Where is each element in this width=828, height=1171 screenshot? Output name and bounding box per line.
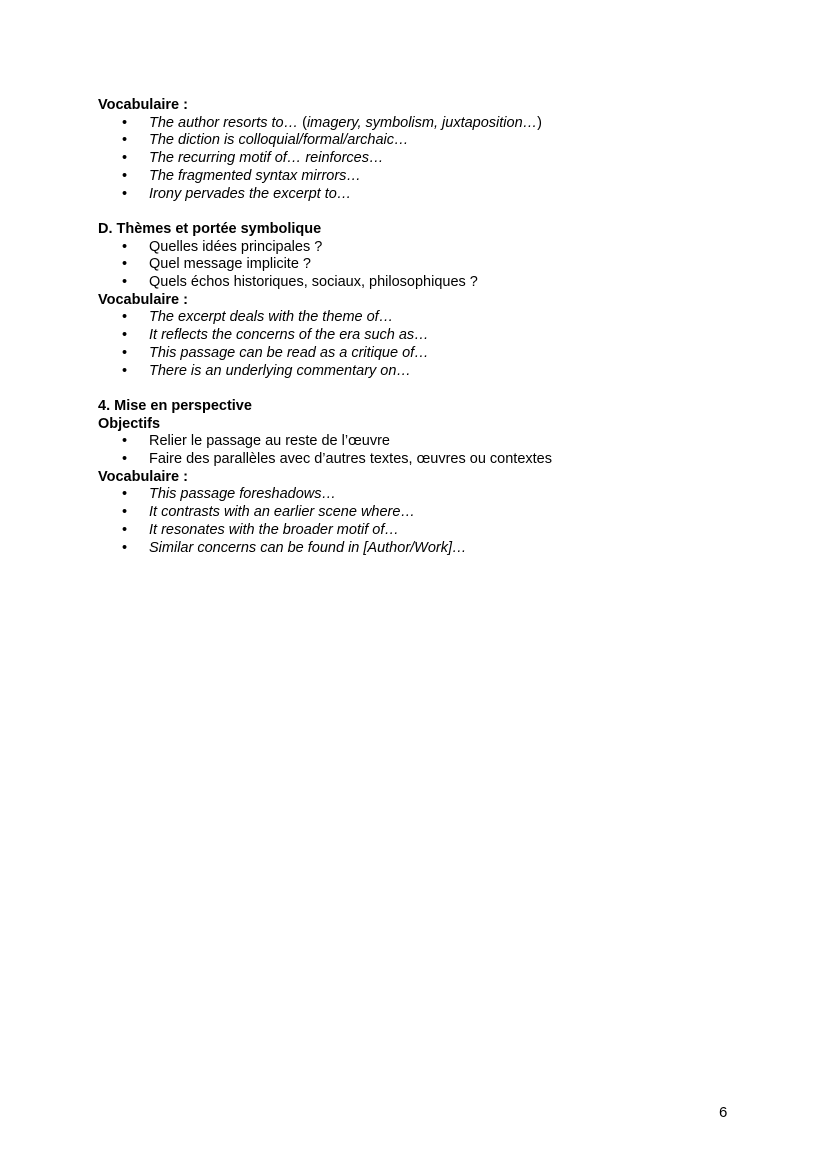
- section-heading-4: 4. Mise en perspective: [98, 397, 252, 414]
- document-body: [98, 97, 778, 557]
- list-item: • It contrasts with an earlier scene where…: [98, 504, 778, 522]
- section-heading-d: D. Thèmes et portée symbolique: [98, 220, 322, 237]
- vocabulary-heading: Vocabulaire :: [98, 97, 188, 113]
- list-item: • The excerpt deals with the theme of…: [98, 309, 778, 327]
- list-item: • Quels échos historiques, sociaux, philosophiques ?: [98, 274, 778, 292]
- list-item: • The fragmented syntax mirrors…: [98, 168, 778, 186]
- vocabulary-list: [98, 486, 778, 557]
- spacer: [98, 203, 778, 221]
- list-item: • Faire des parallèles avec d’autres textes, œuvres ou contextes: [98, 451, 778, 469]
- objectives-list: [98, 433, 778, 468]
- list-item: • This passage can be read as a critique of…: [98, 345, 778, 363]
- list-item: • Relier le passage au reste de l’œuvre: [98, 433, 778, 451]
- list-item: • Irony pervades the excerpt to…: [98, 186, 778, 204]
- vocabulary-list: [98, 309, 778, 380]
- list-item: • Quel message implicite ?: [98, 256, 778, 274]
- vocab-phrase: The author resorts to…: [149, 114, 299, 131]
- vocabulary-heading: Vocabulaire :: [98, 468, 188, 485]
- list-item: [98, 115, 778, 133]
- list-item: • The diction is colloquial/formal/archaic…: [98, 132, 778, 150]
- list-item: • Similar concerns can be found in [Author/Work]…: [98, 540, 778, 558]
- list-item: • This passage foreshadows…: [98, 486, 778, 504]
- vocab-examples: imagery, symbolism, juxtaposition…: [306, 114, 538, 131]
- list-item: • It resonates with the broader motif of…: [98, 522, 778, 540]
- paren-close: ): [537, 114, 542, 131]
- list-item: • It reflects the concerns of the era such as…: [98, 327, 778, 345]
- list-item: • There is an underlying commentary on…: [98, 363, 778, 381]
- list-item: • Quelles idées principales ?: [98, 239, 778, 257]
- vocabulary-heading: Vocabulaire :: [98, 291, 188, 308]
- vocabulary-list: [98, 115, 778, 204]
- spacer: [98, 380, 778, 398]
- list-item: • The recurring motif of… reinforces…: [98, 150, 778, 168]
- paren-open: (: [298, 114, 307, 131]
- objectives-heading: Objectifs: [98, 415, 161, 432]
- question-list: [98, 239, 778, 292]
- page-number: 6: [719, 1104, 728, 1121]
